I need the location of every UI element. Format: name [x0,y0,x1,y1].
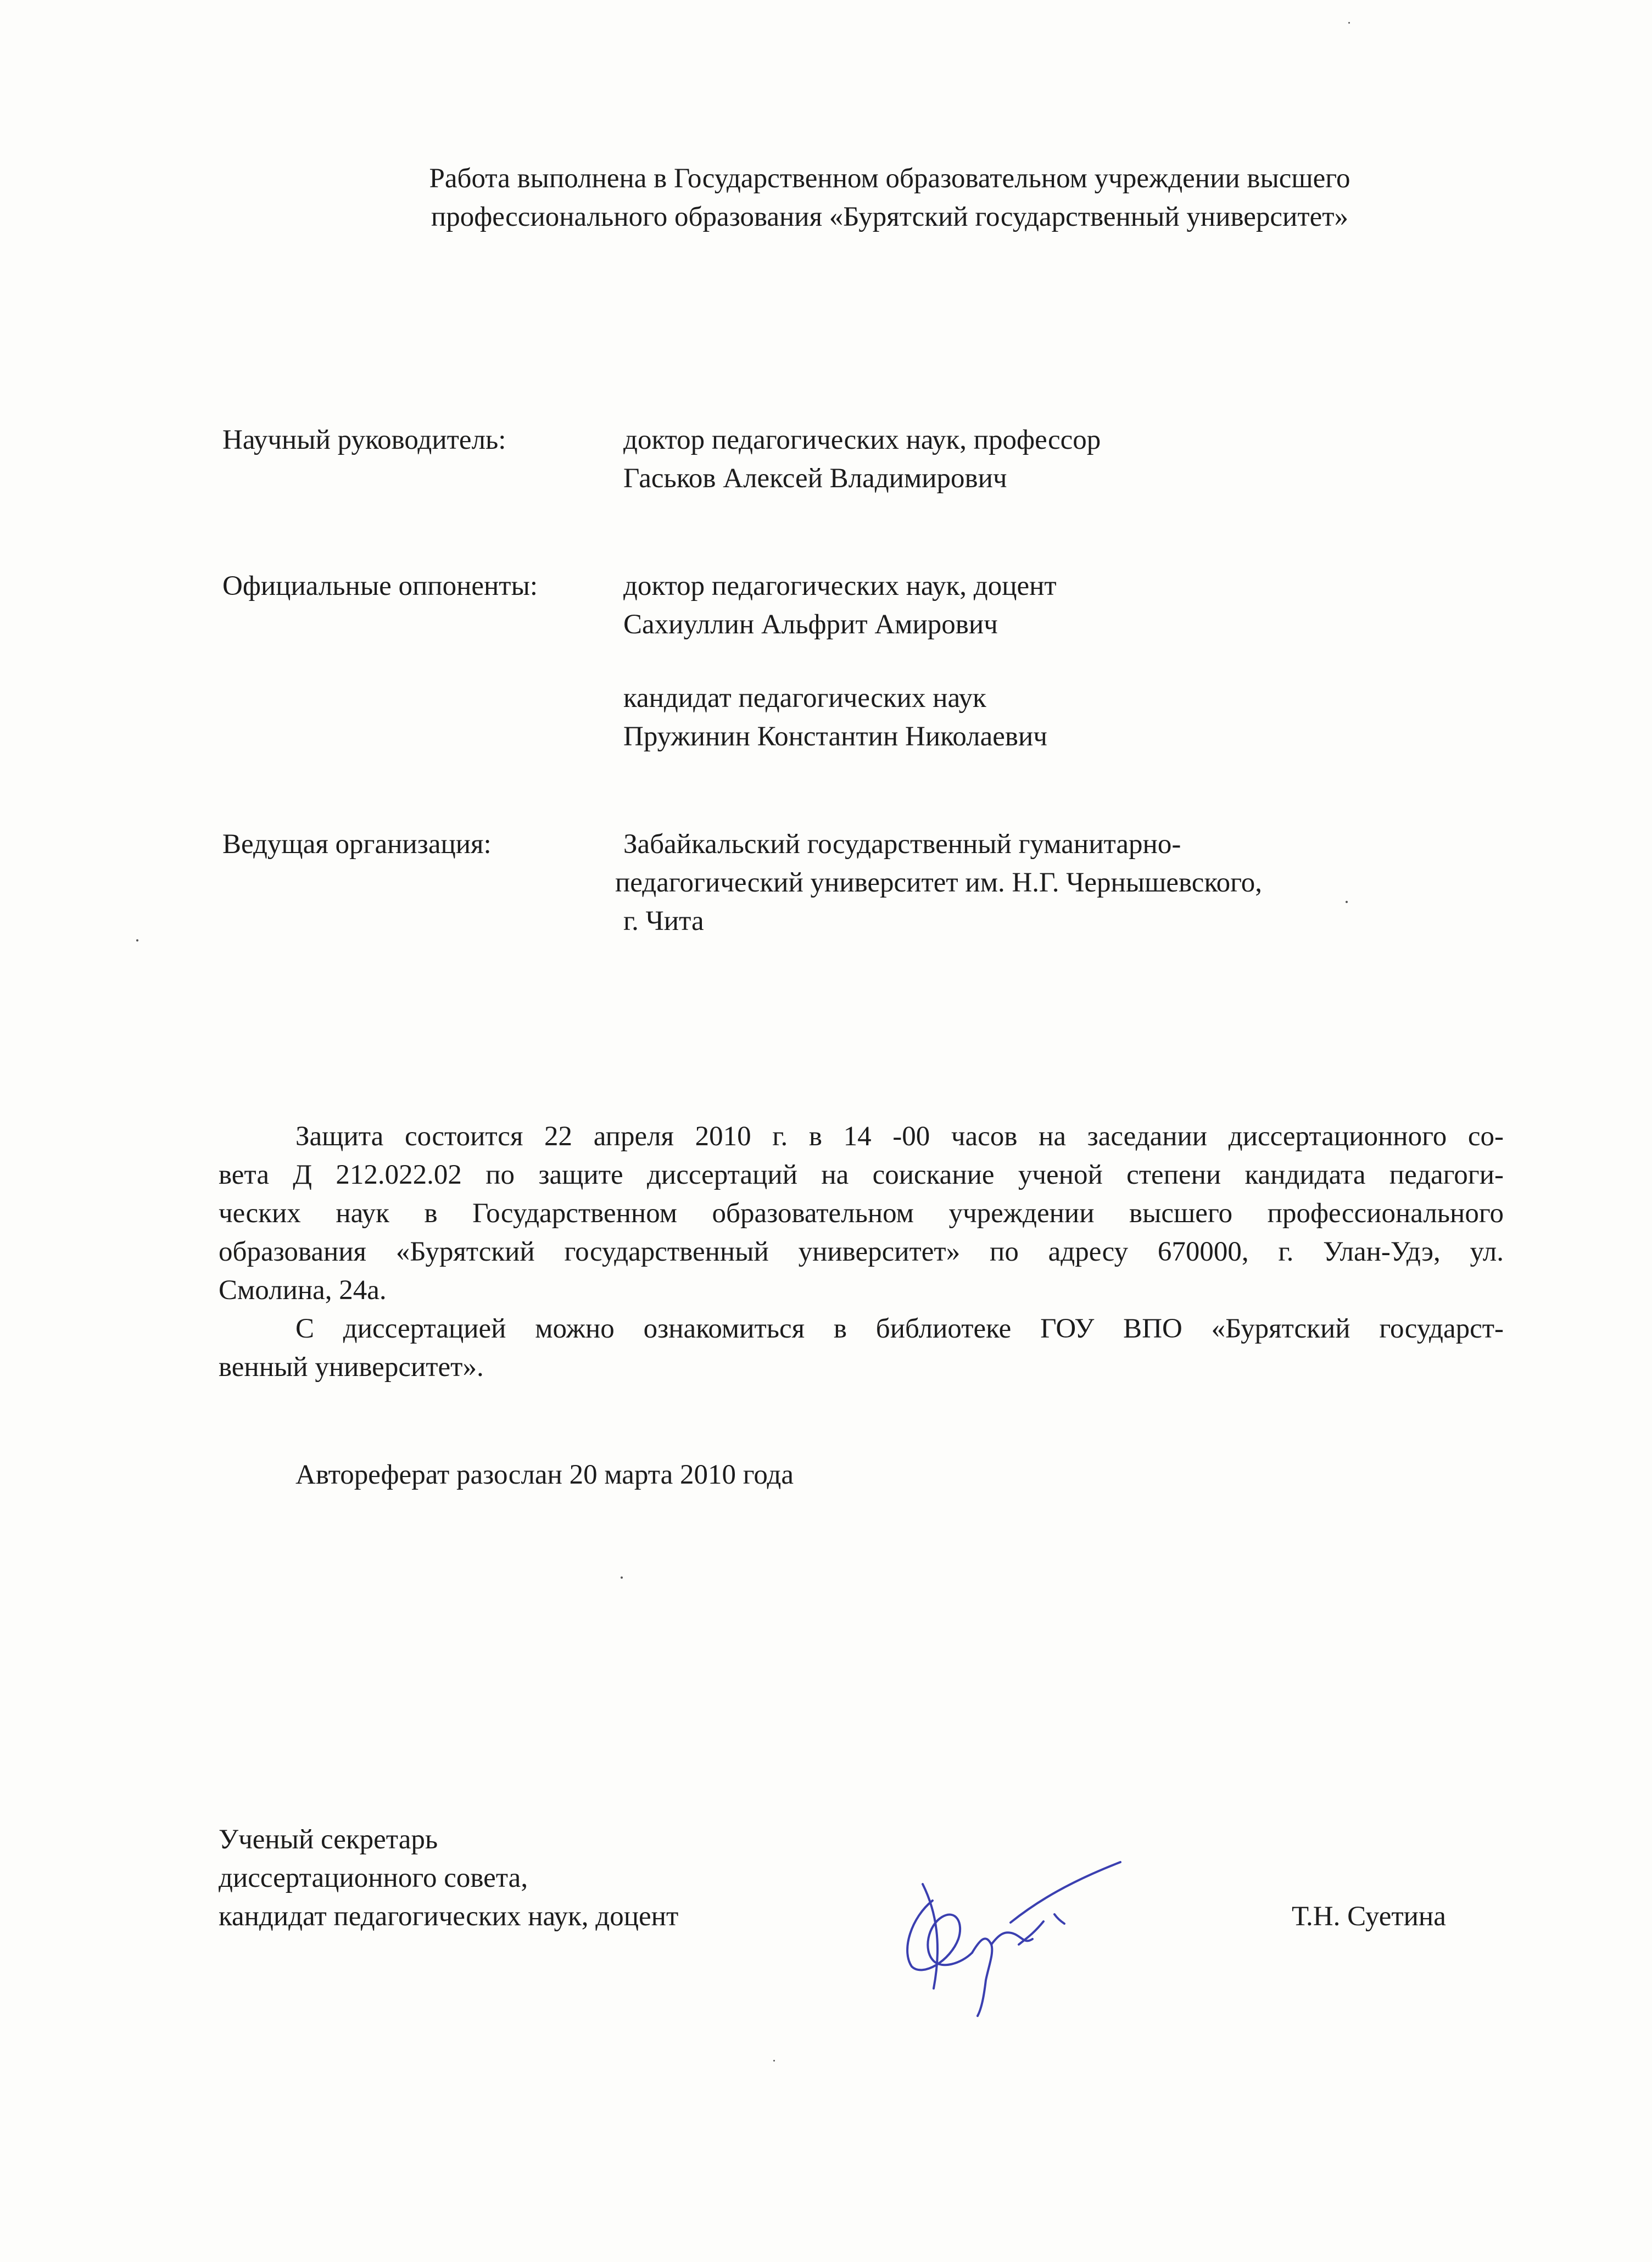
library-line-2: венный университет». [219,1352,484,1383]
abstract-sent-date: Автореферат разослан 20 марта 2010 года [295,1459,794,1490]
defense-line-2: вета Д 212.022.02 по защите диссертаций на соискание ученой степени кандидата педагоги- [219,1160,1504,1190]
defense-line-5: Смолина, 24а. [219,1275,387,1306]
scan-speck [136,939,138,941]
secretary-line-3: кандидат педагогических наук, доцент [219,1901,679,1932]
leading-org-line-1: Забайкальский государственный гуманитарно- [623,829,1181,860]
secretary-name: Т.Н. Суетина [1292,1901,1446,1932]
scan-speck [1346,901,1348,903]
opponent-1-title: доктор педагогических наук, доцент [623,571,1057,601]
header-line-2: профессионального образования «Бурятский государственный университет» [431,202,1349,232]
supervisor-title: доктор педагогических наук, профессор [623,425,1101,455]
handwritten-signature [890,1857,1131,2021]
library-line-1: С диссертацией можно ознакомиться в библиотеке ГОУ ВПО «Бурятский государст- [295,1313,1504,1344]
defense-line-4: образования «Бурятский государственный университет» по адресу 670000, г. Улан-Удэ, ул. [219,1236,1504,1267]
defense-paragraph [219,1117,1504,1310]
institution-header [308,159,1472,236]
scan-speck [621,1576,623,1579]
opponent-2-name: Пружинин Константин Николаевич [623,721,1047,752]
leading-org-line-3: г. Чита [623,906,704,937]
defense-line-1: Защита состоится 22 апреля 2010 г. в 14 -00 часов на заседании диссертационного со- [295,1121,1504,1152]
opponents-label: Официальные оппоненты: [222,571,538,601]
defense-line-3: ческих наук в Государственном образовательном учреждении высшего профессионального [219,1198,1504,1229]
secretary-line-1: Ученый секретарь [219,1824,438,1855]
opponent-2-title: кандидат педагогических наук [623,683,986,714]
supervisor-name: Гаськов Алексей Владимирович [623,463,1007,494]
leading-org-line-2: педагогический университет им. Н.Г. Чернышевского, [615,867,1263,898]
scan-speck [773,2060,775,2062]
supervisor-label: Научный руководитель: [222,425,506,455]
header-line-1: Работа выполнена в Государственном образовательном учреждении высшего [429,163,1350,194]
leading-org-label: Ведущая организация: [222,829,492,860]
library-paragraph [219,1310,1504,1386]
secretary-line-2: диссертационного совета, [219,1863,528,1893]
scan-speck [1348,22,1350,24]
opponent-1-name: Сахиуллин Альфрит Амирович [623,609,998,640]
